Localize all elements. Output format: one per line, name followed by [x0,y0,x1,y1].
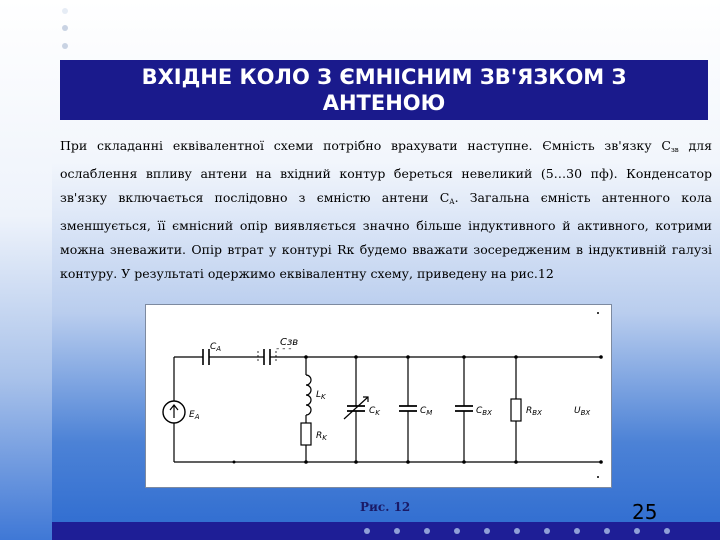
circuit-diagram [146,305,613,489]
decor-dot [424,528,430,534]
capacitor-ca [203,349,209,365]
csv-dots: - - - [276,344,292,354]
decor-dot [604,528,610,534]
inductor-lk [306,375,311,415]
circuit-figure [145,304,612,488]
decor-dot [544,528,550,534]
decor-dot [514,528,520,534]
page-number: 25 [632,500,658,524]
capacitor-cvh [455,357,473,462]
capacitor-cm [399,357,417,462]
label-cvh: $C_{ВХ}$ [476,406,492,417]
bottom-decor-strip [52,522,720,540]
slide-title [60,60,708,120]
label-ca: $C_A$ [210,342,222,353]
decor-dot [454,528,460,534]
figure-caption: Рис. 12 [360,500,411,514]
label-lk: $L_K$ [316,390,326,401]
decor-dot [394,528,400,534]
resistor-rk [301,423,311,445]
branch-lk-rk [301,357,311,462]
decor-dot [484,528,490,534]
title-line-1: ВХІДНЕ КОЛО З ЄМНІСНИМ ЗВ'ЯЗКОМ З [141,65,627,89]
paragraph-sub-1: зв [670,146,679,154]
label-rk: $R_K$ [316,431,327,442]
decor-dot [664,528,670,534]
paragraph-part-3: . Загальна ємність антенного кола зменшується, її ємнісний опір виявляється значно більше індуктивного й активного, котрими можна зневажити. Опір втрат у контурі Rк будемо вважати зосередженим в індуктивній галузі контуру. У результаті одержимо еквівалентну схему, приведену на рис.12 [60,190,712,281]
body-paragraph [60,134,712,286]
label-csv: Сзв [280,337,299,348]
decor-dot [634,528,640,534]
decor-dot [62,43,68,49]
paragraph-sub-2: А [449,198,455,206]
label-rvh: $R_{ВХ}$ [526,406,542,417]
decor-dot [364,528,370,534]
decor-dot [62,25,68,31]
label-cm: $C_M$ [420,406,433,417]
decor-dot [62,8,68,14]
label-uvh: $U_{ВХ}$ [574,406,591,417]
resistor-rvh [511,357,521,462]
capacitor-ck [344,357,368,462]
left-decor-strip [0,0,52,540]
label-ck: $C_K$ [369,406,380,417]
capacitor-csv [264,349,270,365]
decor-dot [574,528,580,534]
label-ea: $E_A$ [189,410,200,421]
title-line-2: АНТЕНОЮ [322,91,446,115]
paragraph-part-1: При складанні еквівалентної схеми потрібно врахувати наступне. Ємність зв'язку С [60,138,671,153]
paragraph-part-2: для ослаблення впливу антени на вхідний контур береться невеликий (5…30 пф). Конденсатор зв'язку включається послідовно з ємністю антени С [60,138,713,205]
